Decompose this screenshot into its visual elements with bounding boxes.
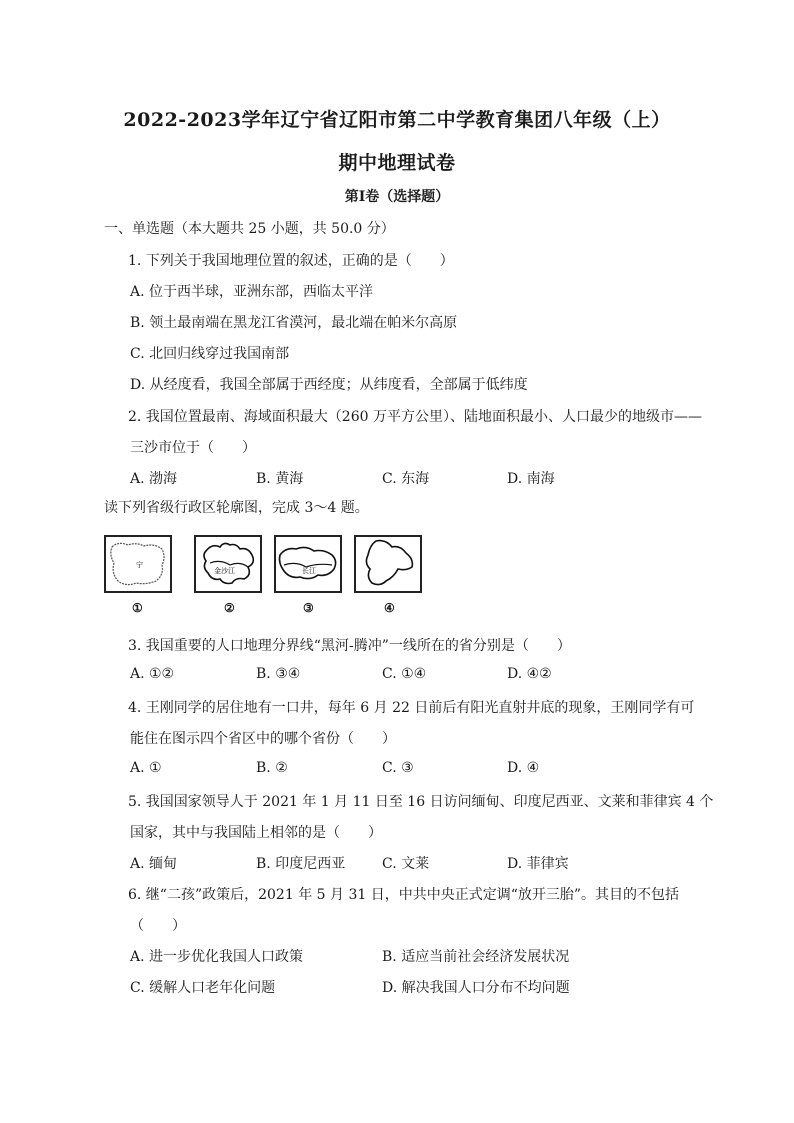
question-6-option-d: D. 解决我国人口分布不均问题 bbox=[382, 980, 570, 996]
map-label-4: ④ bbox=[384, 601, 395, 615]
question-2-stem: 2. 我国位置最南、海域面积最大（260 万平方公里）、陆地面积最小、人口最少的地级市—— bbox=[128, 409, 702, 425]
map-3-inner-label: 长江 bbox=[302, 567, 316, 575]
question-3-stem: 3. 我国重要的人口地理分界线“黑河-腾冲”一线所在的省分别是（ ） bbox=[128, 638, 571, 654]
province-outline-maps bbox=[104, 531, 424, 615]
map-4 bbox=[354, 535, 422, 593]
question-4-stem-cont: 能住在图示四个省区中的哪个省份（ ） bbox=[130, 731, 396, 747]
map-1-outline-icon bbox=[106, 537, 170, 591]
question-6-option-b: B. 适应当前社会经济发展状况 bbox=[382, 949, 570, 965]
question-5-option-c: C. 文莱 bbox=[382, 856, 430, 872]
question-1-option-b: B. 领土最南端在黑龙江省漠河，最北端在帕米尔高原 bbox=[130, 315, 458, 331]
question-6-stem: 6. 继“二孩”政策后，2021 年 5 月 31 日，中共中央正式定调“放开三胎”。其目的不包括 bbox=[128, 887, 680, 903]
map-2-outline-icon bbox=[196, 537, 260, 591]
question-4-stem: 4. 王刚同学的居住地有一口井，每年 6 月 22 日前后有阳光直射井底的现象，王刚同学有可 bbox=[128, 700, 695, 716]
map-2-inner-label: 金沙江 bbox=[214, 567, 235, 575]
question-2-stem-cont: 三沙市位于（ ） bbox=[130, 440, 256, 456]
question-5-option-d: D. 菲律宾 bbox=[507, 856, 569, 872]
question-4-option-b: B. ② bbox=[256, 760, 288, 776]
map-label-1: ① bbox=[132, 601, 143, 615]
question-5-stem: 5. 我国国家领导人于 2021 年 1 月 11 日至 16 日访问缅甸、印度尼西亚、文莱和菲律宾 4 个 bbox=[128, 794, 714, 810]
exam-title-line1: 2022-2023学年辽宁省辽阳市第二中学教育集团八年级（上） bbox=[123, 109, 671, 131]
question-4-option-a: A. ① bbox=[130, 760, 162, 776]
map-4-outline-icon bbox=[356, 537, 420, 591]
question-6-option-a: A. 进一步优化我国人口政策 bbox=[130, 949, 304, 965]
map-intro-text: 读下列省级行政区轮廓图，完成 3～4 题。 bbox=[104, 500, 369, 516]
map-label-2: ② bbox=[224, 601, 235, 615]
question-2-option-a: A. 渤海 bbox=[130, 471, 178, 487]
map-label-3: ③ bbox=[303, 601, 314, 615]
map-3 bbox=[274, 535, 342, 593]
section-heading: 一、单选题（本大题共 25 小题，共 50.0 分） bbox=[104, 221, 395, 237]
question-1-option-d: D. 从经度看，我国全部属于西经度；从纬度看，全部属于低纬度 bbox=[130, 377, 528, 393]
map-3-outline-icon bbox=[276, 537, 340, 591]
question-3-option-c: C. ①④ bbox=[382, 666, 427, 682]
question-2-option-c: C. 东海 bbox=[382, 471, 430, 487]
question-5-stem-cont: 国家，其中与我国陆上相邻的是（ ） bbox=[130, 825, 382, 841]
question-5-option-b: B. 印度尼西亚 bbox=[256, 856, 346, 872]
question-6-stem-cont: （ ） bbox=[130, 918, 186, 934]
map-2 bbox=[194, 535, 262, 593]
question-5-option-a: A. 缅甸 bbox=[130, 856, 178, 872]
question-3-option-d: D. ④② bbox=[507, 666, 552, 682]
map-1-inner-label: 宁 bbox=[136, 561, 143, 569]
section-subtitle: 第Ⅰ卷（选择题） bbox=[344, 189, 450, 205]
question-4-option-d: D. ④ bbox=[507, 760, 540, 776]
question-4-option-c: C. ③ bbox=[382, 760, 414, 776]
question-2-option-b: B. 黄海 bbox=[256, 471, 304, 487]
map-1 bbox=[104, 535, 172, 593]
question-1-option-c: C. 北回归线穿过我国南部 bbox=[130, 346, 290, 362]
question-6-option-c: C. 缓解人口老年化问题 bbox=[130, 980, 276, 996]
question-2-option-d: D. 南海 bbox=[507, 471, 555, 487]
question-1-option-a: A. 位于西半球，亚洲东部，西临太平洋 bbox=[130, 284, 374, 300]
question-1-stem: 1. 下列关于我国地理位置的叙述，正确的是（ ） bbox=[128, 253, 454, 269]
question-3-option-b: B. ③④ bbox=[256, 666, 301, 682]
exam-title-line2: 期中地理试卷 bbox=[338, 152, 456, 174]
question-3-option-a: A. ①② bbox=[130, 666, 175, 682]
